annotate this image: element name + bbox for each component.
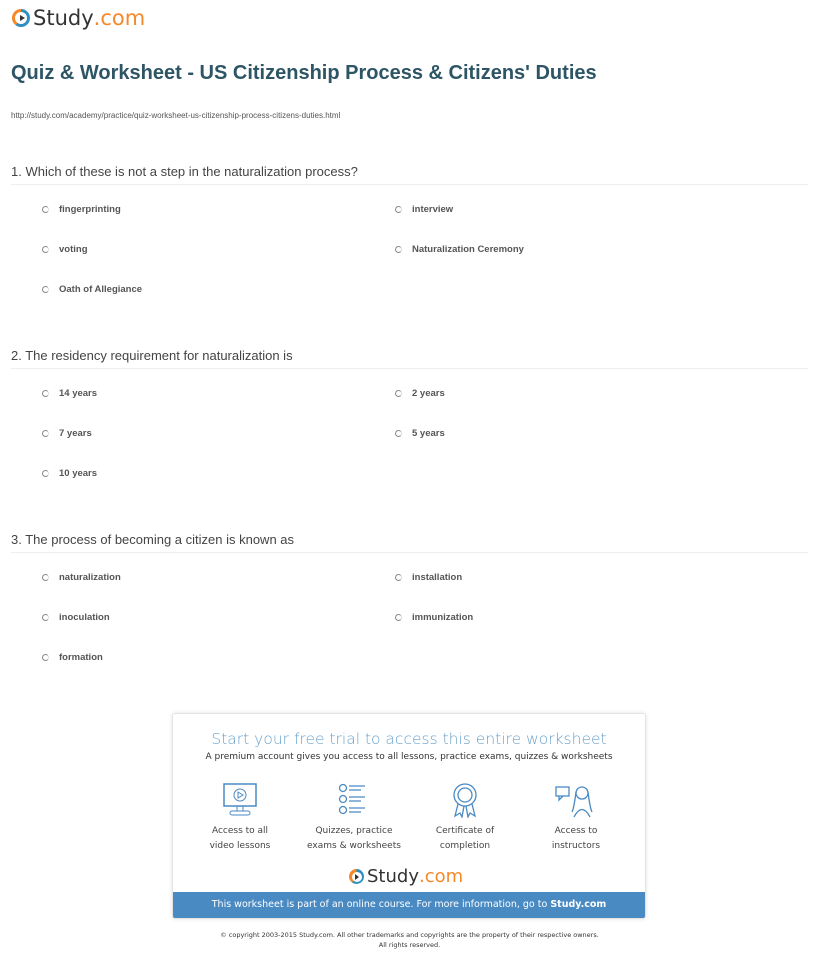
option-label: formation — [59, 652, 103, 663]
option-label: fingerprinting — [59, 204, 121, 215]
radio-icon[interactable] — [395, 390, 402, 397]
page-title: Quiz & Worksheet - US Citizenship Process & Citizens' Duties — [11, 62, 597, 84]
radio-icon[interactable] — [395, 574, 402, 581]
logo-tld: .com — [418, 866, 464, 887]
radio-icon[interactable] — [395, 430, 402, 437]
instructor-icon — [554, 782, 598, 818]
option-label: Oath of Allegiance — [59, 284, 143, 295]
answer-option[interactable] — [42, 204, 121, 215]
free-trial-promo — [172, 713, 646, 919]
question-text: 3. The process of becoming a citizen is known as — [11, 532, 295, 547]
option-label: interview — [412, 204, 454, 215]
study-link[interactable]: Study.com — [550, 899, 607, 910]
quiz-list-icon — [334, 782, 374, 818]
option-label: voting — [59, 244, 88, 255]
feature-certificate — [410, 782, 520, 854]
logo-text: Study — [33, 6, 94, 30]
divider — [11, 184, 808, 185]
option-label: 10 years — [59, 468, 98, 479]
feature-label: instructors — [551, 841, 601, 851]
feature-label: Certificate of — [435, 826, 495, 836]
option-label: inoculation — [59, 612, 110, 623]
answer-option[interactable] — [42, 468, 97, 479]
answer-option[interactable] — [395, 388, 445, 399]
radio-icon[interactable] — [395, 614, 402, 621]
feature-label: Access to all — [211, 826, 269, 836]
radio-icon[interactable] — [42, 430, 49, 437]
answer-option[interactable] — [395, 428, 445, 439]
feature-label: video lessons — [209, 841, 271, 851]
radio-icon[interactable] — [42, 390, 49, 397]
option-label: 5 years — [412, 428, 445, 439]
answer-option[interactable] — [395, 204, 453, 215]
option-label: installation — [412, 572, 463, 583]
promo-heading: Start your free trial to access this entire worksheet — [211, 730, 607, 748]
option-label: 2 years — [412, 388, 445, 399]
answer-option[interactable] — [395, 572, 462, 583]
certificate-icon — [445, 782, 485, 818]
copyright — [0, 930, 819, 950]
radio-icon[interactable] — [42, 246, 49, 253]
answer-option[interactable] — [42, 244, 88, 255]
copyright-line: © copyright 2003-2015 Study.com. All other trademarks and copyrights are the property of their respective owners. — [220, 931, 599, 939]
radio-icon[interactable] — [42, 470, 49, 477]
option-label: 14 years — [59, 388, 98, 399]
feature-label: Quizzes, practice — [315, 826, 393, 836]
answer-option[interactable] — [42, 652, 103, 663]
video-lesson-icon — [220, 782, 260, 818]
answer-option[interactable] — [42, 572, 121, 583]
radio-icon[interactable] — [395, 206, 402, 213]
radio-icon[interactable] — [42, 614, 49, 621]
answer-option[interactable] — [42, 428, 92, 439]
divider — [11, 552, 808, 553]
course-info-band — [173, 892, 645, 918]
band-text: This worksheet is part of an online course. For more information, go to — [211, 899, 551, 910]
divider — [11, 368, 808, 369]
radio-icon[interactable] — [42, 574, 49, 581]
answer-option[interactable] — [42, 284, 142, 295]
page-url: http://study.com/academy/practice/quiz-worksheet-us-citizenship-process-citizens-duties.html — [11, 111, 341, 120]
question-text: 1. Which of these is not a step in the naturalization process? — [11, 164, 358, 179]
answer-option[interactable] — [395, 244, 524, 255]
radio-icon[interactable] — [42, 206, 49, 213]
radio-icon[interactable] — [395, 246, 402, 253]
feature-quizzes — [299, 782, 409, 854]
option-label: immunization — [412, 612, 474, 623]
answer-option[interactable] — [42, 612, 110, 623]
radio-icon[interactable] — [42, 286, 49, 293]
feature-video — [185, 782, 295, 854]
logo-text: Study — [367, 866, 419, 887]
option-label: 7 years — [59, 428, 92, 439]
play-icon — [12, 9, 30, 27]
logo-tld: .com — [93, 6, 146, 30]
option-label: naturalization — [59, 572, 121, 583]
feature-label: exams & worksheets — [307, 841, 401, 851]
study-logo[interactable] — [12, 6, 145, 30]
radio-icon[interactable] — [42, 654, 49, 661]
feature-label: completion — [439, 841, 491, 851]
feature-instructors — [521, 782, 631, 854]
option-label: Naturalization Ceremony — [412, 244, 524, 255]
study-logo-promo[interactable] — [349, 866, 463, 887]
answer-option[interactable] — [42, 388, 97, 399]
play-icon — [349, 869, 364, 884]
question-text: 2. The residency requirement for naturalization is — [11, 348, 293, 363]
promo-subheading: A premium account gives you access to all lessons, practice exams, quizzes & worksheets — [205, 752, 613, 762]
answer-option[interactable] — [395, 612, 473, 623]
copyright-line: All rights reserved. — [378, 941, 441, 949]
feature-label: Access to — [554, 826, 598, 836]
